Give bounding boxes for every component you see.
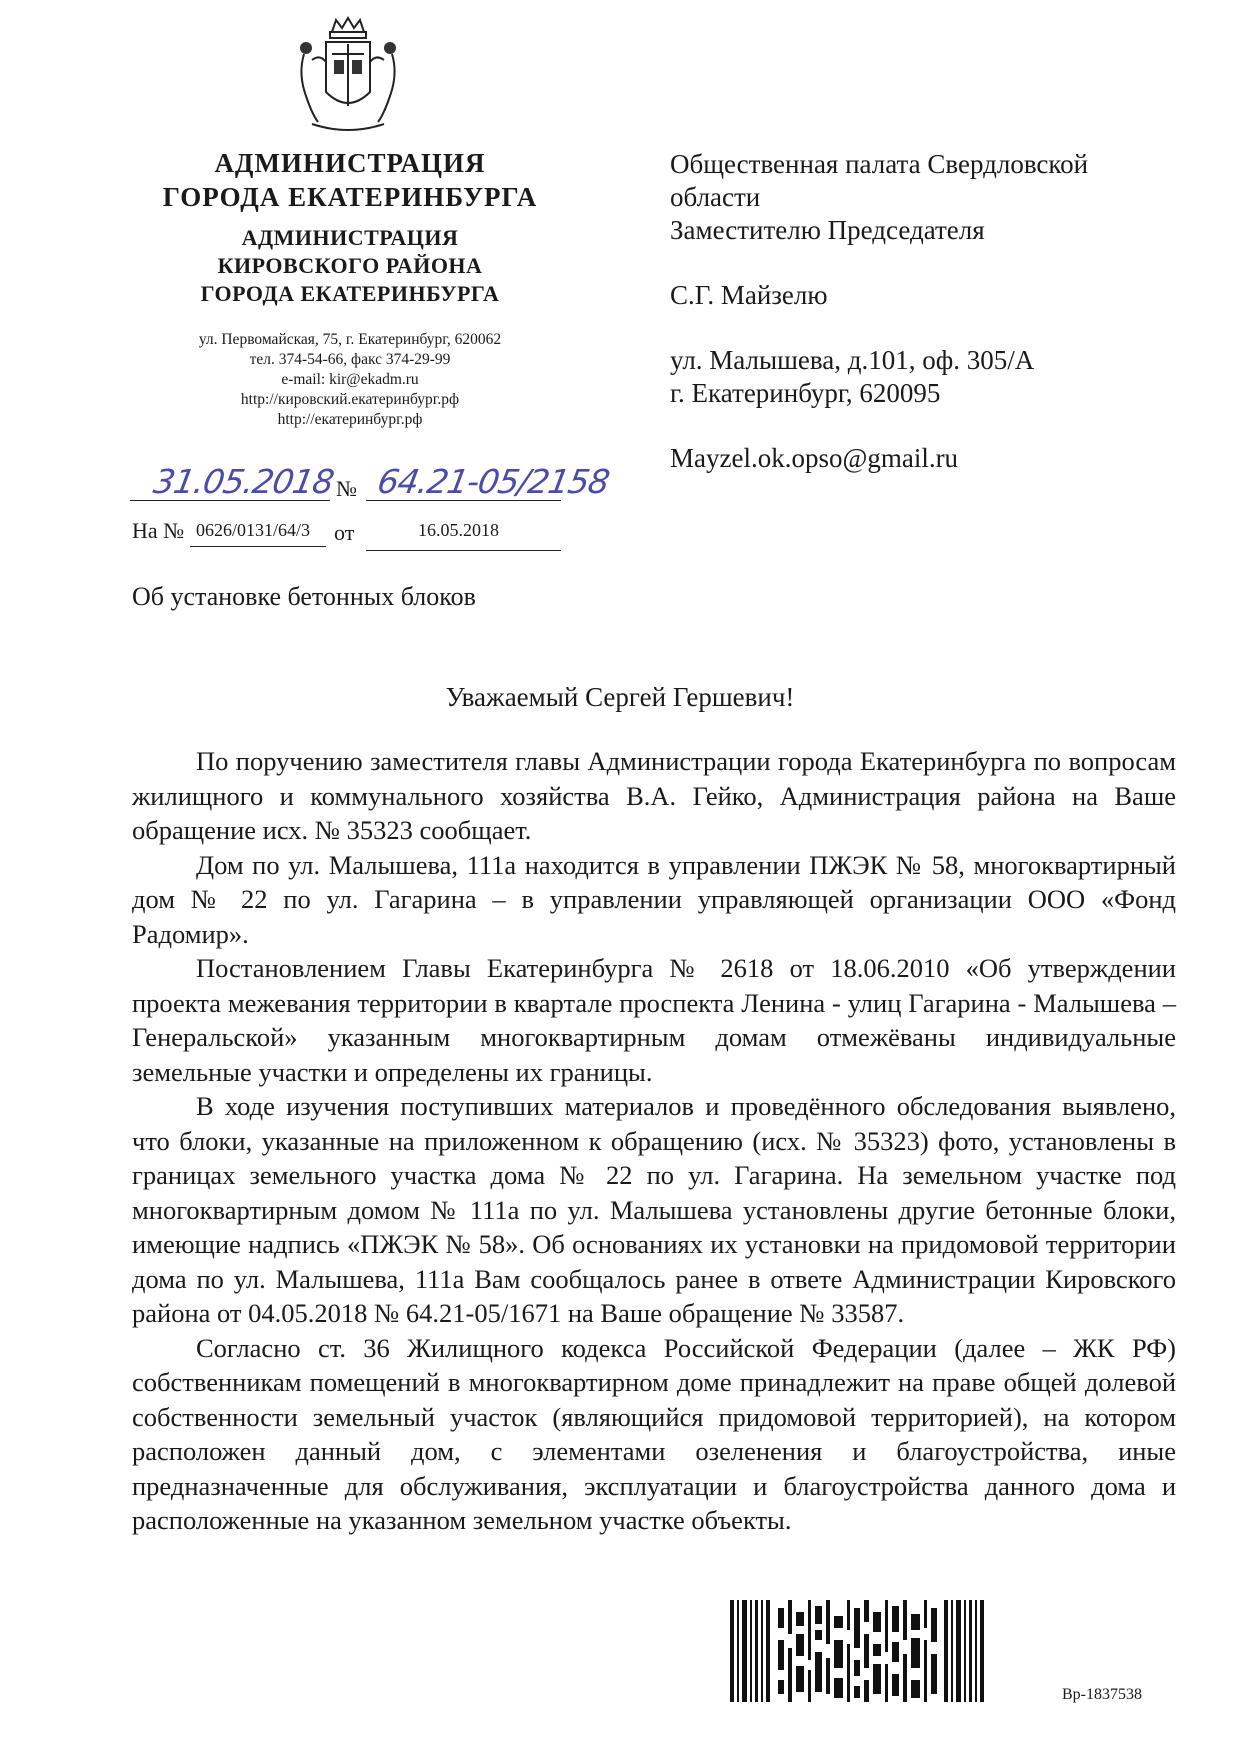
reply-number: 0626/0131/64/3 xyxy=(196,520,311,540)
document-code: Вр-1837538 xyxy=(1062,1686,1142,1703)
body-paragraph: В ходе изучения поступивших материалов и проведённого обследования выявлено, что блоки, указанные на приложенном к обращению (исх. № 35323) фото, установлены в границах земельного участка дома № 22 по ул. Гагарина. На земельном участке под многоквартирным домом № 111а по ул. Малышева установлены другие бетонные блоки, имеющие надпись «ПЖЭК № 58». Об основаниях их установки на придомовой территории дома по ул. Малышева, 111а Вам сообщалось ранее в ответе Администрации Кировского района от 04.05.2018 № 64.21-05/1671 на Ваше обращение № 33587. xyxy=(132,1091,1176,1328)
recipient-email: Mayzel.ok.opso@gmail.ru xyxy=(670,443,959,473)
org-site-1: http://кировский.екатеринбург.рф xyxy=(240,391,460,408)
recipient-line-1: Общественная палата Свердловской xyxy=(670,149,1089,179)
organization-name xyxy=(100,146,600,214)
reply-date: 16.05.2018 xyxy=(418,520,499,540)
reply-label: На № xyxy=(132,518,185,543)
sub-org-line-1: АДМИНИСТРАЦИЯ xyxy=(241,225,459,250)
coat-of-arms-emblem xyxy=(292,14,404,136)
reply-number-line xyxy=(190,546,326,547)
letter-body xyxy=(132,744,1176,1538)
org-site-2: http://екатеринбург.рф xyxy=(277,411,423,428)
recipient-line-3: Заместителю Председателя xyxy=(670,215,985,245)
reply-from-label: от xyxy=(334,520,355,545)
document-barcode xyxy=(730,1600,992,1702)
body-paragraph: Дом по ул. Малышева, 111а находится в управлении ПЖЭК № 58, многоквартирный дом № 22 по ул. Гагарина – в управлении управляющей организации ООО «Фонд Радомир». xyxy=(132,849,1176,949)
recipient-address-2: г. Екатеринбург, 620095 xyxy=(670,378,941,408)
sub-organization-name xyxy=(100,224,600,308)
outgoing-number-line xyxy=(366,500,561,501)
body-paragraph: По поручению заместителя главы Администрации города Екатеринбурга по вопросам жилищного и коммунального хозяйства В.А. Гейко, Администрация района на Ваше обращение исх. № 35323 сообщает. xyxy=(132,746,1176,845)
org-line-1: АДМИНИСТРАЦИЯ xyxy=(214,148,486,178)
recipient-line-2: области xyxy=(670,182,761,212)
sub-org-line-2: КИРОВСКОГО РАЙОНА xyxy=(217,253,483,278)
recipient-name: С.Г. Майзелю xyxy=(670,280,828,310)
sub-org-line-3: ГОРОДА ЕКАТЕРИНБУРГА xyxy=(200,281,500,306)
recipient-address-1: ул. Малышева, д.101, оф. 305/А xyxy=(670,345,1035,375)
outgoing-date-line xyxy=(130,500,330,501)
body-paragraph: Постановлением Главы Екатеринбурга № 2618 от 18.06.2010 «Об утверждении проекта межевания территории в квартале проспекта Ленина - улиц Гагарина - Малышева – Генеральской» указанным многоквартирным домам отмежёваны индивидуальные земельные участки и определены их границы. xyxy=(132,953,1176,1087)
number-label: № xyxy=(336,476,357,501)
org-line-2: ГОРОДА ЕКАТЕРИНБУРГА xyxy=(162,182,538,212)
org-email: e-mail: kir@ekadm.ru xyxy=(281,371,419,388)
outgoing-date: 31.05.2018 xyxy=(150,462,337,501)
reply-date-line xyxy=(366,550,561,551)
body-paragraph: Согласно ст. 36 Жилищного кодекса Российской Федерации (далее – ЖК РФ) собственникам помещений в многоквартирном доме принадлежит на праве общей долевой собственности земельный участок (являющийся придомовой территорией), на котором расположен данный дом, с элементами озеленения и благоустройства, иные предназначенные для обслуживания, эксплуатации и благоустройства данного дома и расположенные на указанном земельном участке объекты. xyxy=(132,1332,1176,1535)
organization-contacts xyxy=(100,330,600,430)
outgoing-number: 64.21-05/2158 xyxy=(374,462,612,501)
org-address: ул. Первомайская, 75, г. Екатеринбург, 620062 xyxy=(198,331,502,348)
letter-subject: Об установке бетонных блоков xyxy=(132,582,476,611)
letter-greeting: Уважаемый Сергей Гершевич! xyxy=(445,682,795,712)
recipient-block xyxy=(670,148,1210,475)
org-phone: тел. 374-54-66, факс 374-29-99 xyxy=(249,351,451,368)
